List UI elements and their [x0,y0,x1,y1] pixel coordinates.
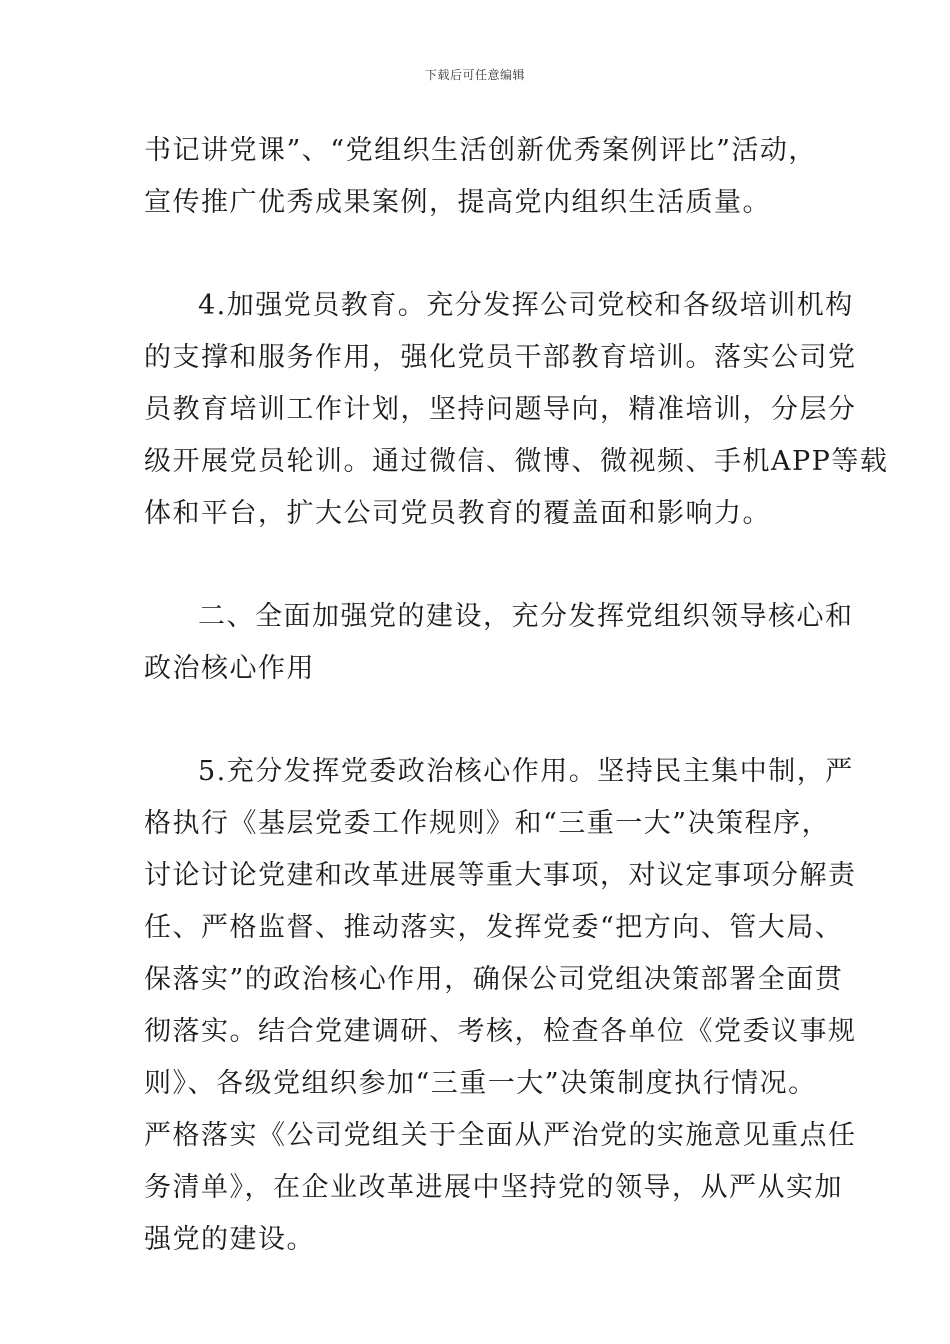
document-body [144,125,889,1266]
text-line: 彻落实。结合党建调研、考核，检查各单位《党委议事规 [144,1016,857,1047]
text-line: 体和平台，扩大公司党员教育的覆盖面和影响力。 [144,498,771,529]
section-heading [144,591,854,695]
text-line: 强党的建设。 [144,1224,315,1255]
paragraph-continuation [144,125,817,229]
text-line: 书记讲党课”、“党组织生活创新优秀案例评比”活动， [144,135,817,166]
text-line: 宣传推广优秀成果案例，提高党内组织生活质量。 [144,187,771,218]
text-line: 二、全面加强党的建设，充分发挥党组织领导核心和 [198,601,854,632]
page-header: 下载后可任意编辑 [424,68,525,82]
text-line: 4.加强党员教育。充分发挥公司党校和各级培训机构 [198,290,854,321]
text-line: 务清单》，在企业改革进展中坚持党的领导，从严从实加 [144,1172,843,1203]
text-line: 政治核心作用 [144,653,315,684]
text-line: 5.充分发挥党委政治核心作用。坚持民主集中制，严 [198,756,854,787]
text-line: 的支撑和服务作用，强化党员干部教育培训。落实公司党 [144,342,857,373]
text-line: 讨论讨论党建和改革进展等重大事项，对议定事项分解责 [144,860,857,891]
text-line: 任、严格监督、推动落实，发挥党委“把方向、管大局、 [144,912,844,943]
text-line: 级开展党员轮训。通过微信、微博、微视频、手机APP等载 [144,446,889,477]
text-line: 严格落实《公司党组关于全面从严治党的实施意见重点任 [144,1120,857,1151]
paragraph-item-4 [144,280,889,540]
text-line: 格执行《基层党委工作规则》和“三重一大”决策程序， [144,808,831,839]
paragraph-item-5 [144,746,857,1266]
text-line: 则》、各级党组织参加“三重一大”决策制度执行情况。 [144,1068,817,1099]
text-line: 保落实”的政治核心作用，确保公司党组决策部署全面贯 [144,964,844,995]
text-line: 员教育培训工作计划，坚持问题导向，精准培训，分层分 [144,394,857,425]
